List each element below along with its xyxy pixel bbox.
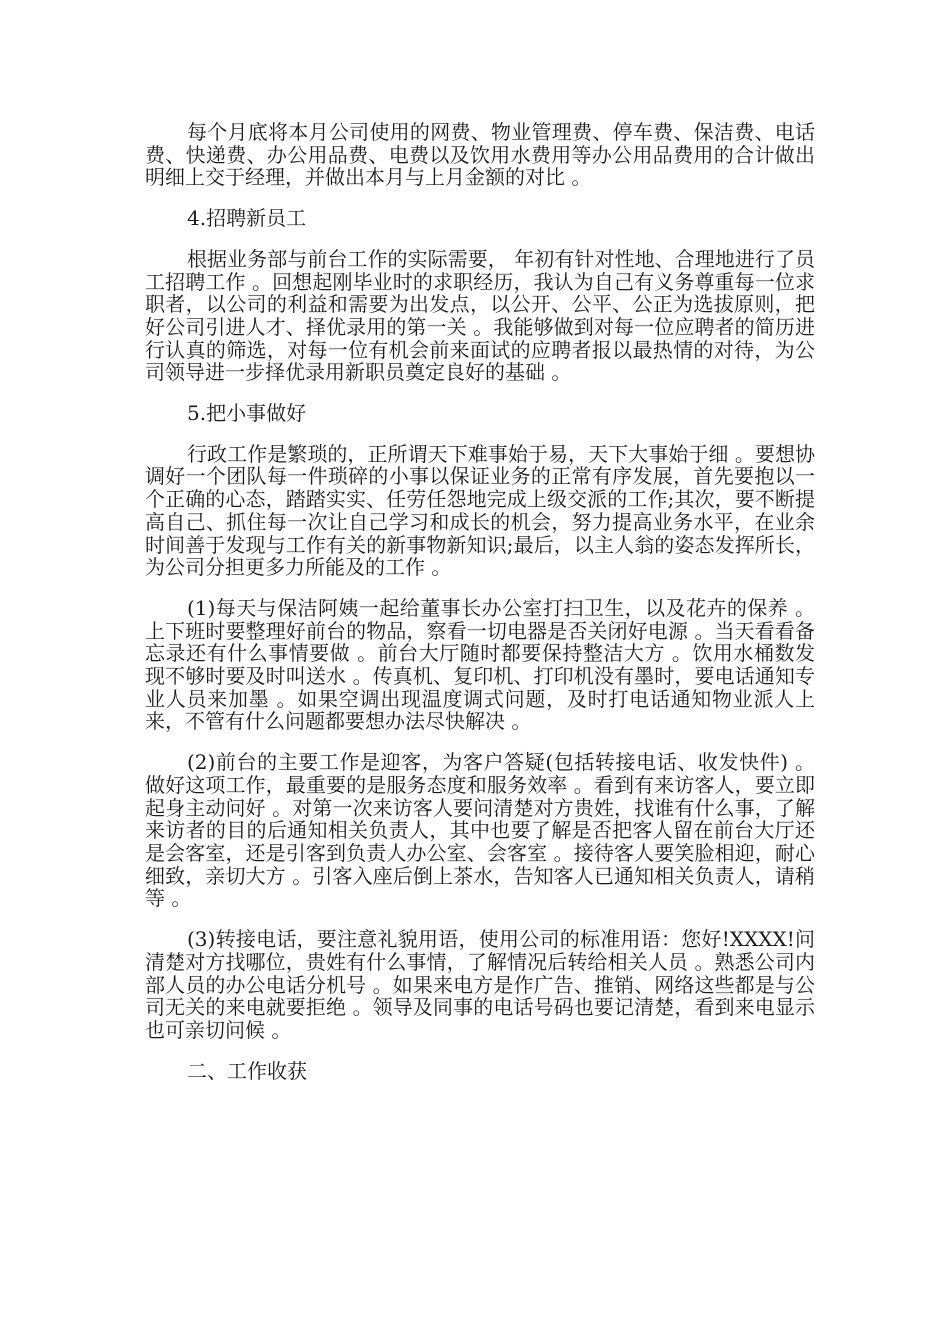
paragraph-item-1-cleaning: (1)每天与保洁阿姨一起给董事长办公室打扫卫生，以及花卉的保养 。上下班时要整理好前台的物品，察看一切电器是否关闭好电源 。当天看看备忘录还有什么事情要做 。前台大厅随时都要保持整洁大方 。饮用水桶数发现不够时要及时叫送水 。传真机、复印机、打印机没有墨时，要电话通知专业人员来加墨 。如果空调出现温度调式问题，及时打电话通知物业派人上来，不管有什么问题都要想办法尽快解决 。 [145, 595, 815, 734]
heading-work-gains: 二、工作收获 [187, 1058, 307, 1083]
heading-recruit-new-staff: 4.招聘新员工 [187, 206, 307, 231]
paragraph-recruitment: 根据业务部与前台工作的实际需要， 年初有针对性地、合理地进行了员工招聘工作 。回想起刚毕业时的求职经历，我认为自己有义务尊重每一位求职者，以公司的利益和需要为出发点，以公开、公平、公正为选拔原则，把好公司引进人才、择优录用的第一关 。我能够做到对每一位应聘者的简历进行认真的筛选，对每一位有机会前来面试的应聘者报以最热情的对待，为公司领导进一步择优录用新职员奠定良好的基础 。 [145, 246, 815, 385]
paragraph-admin-work: 行政工作是繁琐的，正所谓天下难事始于易，天下大事始于细 。要想协调好一个团队每一件琐碎的小事以保证业务的正常有序发展，首先要抱以一个正确的心态，踏踏实实、任劳任怨地完成上级交派的工作;其次，要不断提高自己、抓住每一次让自己学习和成长的机会，努力提高业务水平，在业余时间善于发现与工作有关的新事物新知识;最后，以主人翁的姿态发挥所长，为公司分担更多力所能及的工作 。 [145, 441, 815, 580]
paragraph-item-3-phone: (3)转接电话，要注意礼貌用语，使用公司的标准用语：您好!XXXX!问清楚对方找哪位，贵姓有什么事情，了解情况后转给相关人员 。熟悉公司内部人员的办公电话分机号 。如果来电方是作广告、推销、网络这些都是与公司无关的来电就要拒绝 。领导及同事的电话号码也要记清楚，看到来电显示也可亲切问候 。 [145, 927, 815, 1042]
paragraph-item-2-reception: (2)前台的主要工作是迎客，为客户答疑(包括转接电话、收发快件) 。做好这项工作，最重要的是服务态度和服务效率 。看到有来访客人，要立即起身主动问好 。对第一次来访客人要问清楚对方贵姓，找谁有什么事，了解来访者的目的后通知相关负责人，其中也要了解是否把客人留在前台大厅还是会客室，还是引客到负责人办公室、会客室 。接待客人要笑脸相迎，耐心细致，亲切大方 。引客入座后倒上茶水，告知客人已通知相关负责人，请稍等 。 [145, 750, 815, 911]
heading-do-small-things-well: 5.把小事做好 [187, 401, 307, 426]
document-body [145, 121, 815, 1100]
paragraph-office-expenses: 每个月底将本月公司使用的网费、物业管理费、停车费、保洁费、电话费、快递费、办公用品费、电费以及饮用水费用等办公用品费用的合计做出明细上交于经理，并做出本月与上月金额的对比 。 [145, 120, 815, 190]
